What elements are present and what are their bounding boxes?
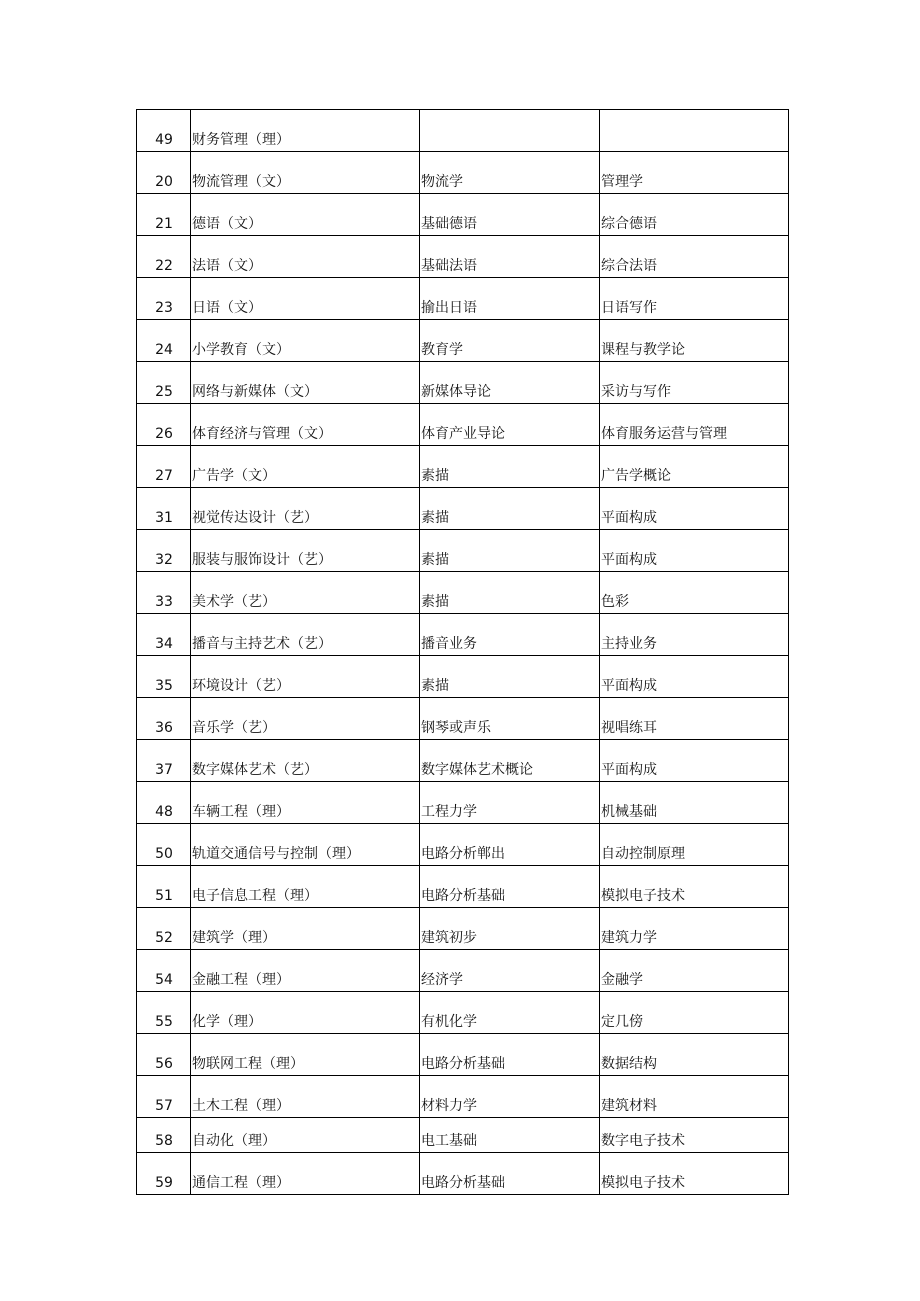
major-name: 化学（理） — [191, 992, 420, 1034]
table-row — [137, 1118, 789, 1153]
table-row — [137, 656, 789, 698]
exam-subject-2: 课程与教学论 — [600, 320, 789, 362]
table-row — [137, 320, 789, 362]
exam-subject-2: 广告学概论 — [600, 446, 789, 488]
major-name: 体育经济与管理（文） — [191, 404, 420, 446]
exam-subject-2: 主持业务 — [600, 614, 789, 656]
exam-subject-2: 平面构成 — [600, 740, 789, 782]
exam-subject-1: 物流学 — [420, 152, 600, 194]
row-number: 20 — [137, 152, 191, 194]
exam-subject-2: 数据结构 — [600, 1034, 789, 1076]
row-number: 52 — [137, 908, 191, 950]
major-name: 服装与服饰设计（艺） — [191, 530, 420, 572]
row-number: 23 — [137, 278, 191, 320]
exam-subject-2: 模拟电子技术 — [600, 1153, 789, 1195]
table-row — [137, 950, 789, 992]
exam-subject-2: 平面构成 — [600, 530, 789, 572]
row-number: 54 — [137, 950, 191, 992]
row-number: 56 — [137, 1034, 191, 1076]
table-row — [137, 488, 789, 530]
table-row — [137, 992, 789, 1034]
exam-subject-1: 体育产业导论 — [420, 404, 600, 446]
table-row — [137, 614, 789, 656]
table-row — [137, 194, 789, 236]
table-row — [137, 1153, 789, 1195]
major-name: 车辆工程（理） — [191, 782, 420, 824]
exam-subject-1: 数字媒体艺术概论 — [420, 740, 600, 782]
exam-subject-1 — [420, 110, 600, 152]
table-row — [137, 824, 789, 866]
exam-subject-2: 日语写作 — [600, 278, 789, 320]
row-number: 31 — [137, 488, 191, 530]
row-number: 59 — [137, 1153, 191, 1195]
exam-subject-1: 揄出日语 — [420, 278, 600, 320]
table-row — [137, 530, 789, 572]
exam-subject-1: 电路分析郸出 — [420, 824, 600, 866]
exam-subject-1: 经济学 — [420, 950, 600, 992]
table-row — [137, 110, 789, 152]
major-name: 通信工程（理） — [191, 1153, 420, 1195]
table-row — [137, 152, 789, 194]
exam-subject-2: 模拟电子技术 — [600, 866, 789, 908]
exam-subject-2: 平面构成 — [600, 656, 789, 698]
major-name: 日语（文） — [191, 278, 420, 320]
exam-subject-2: 自动控制原理 — [600, 824, 789, 866]
exam-subject-1: 素描 — [420, 656, 600, 698]
row-number: 22 — [137, 236, 191, 278]
major-name: 播音与主持艺术（艺） — [191, 614, 420, 656]
exam-subject-2: 建筑材料 — [600, 1076, 789, 1118]
exam-subject-2: 机械基础 — [600, 782, 789, 824]
major-name: 视觉传达设计（艺） — [191, 488, 420, 530]
major-name: 数字媒体艺术（艺） — [191, 740, 420, 782]
major-name: 电子信息工程（理） — [191, 866, 420, 908]
exam-subject-1: 素描 — [420, 530, 600, 572]
exam-subject-1: 素描 — [420, 488, 600, 530]
row-number: 25 — [137, 362, 191, 404]
row-number: 33 — [137, 572, 191, 614]
exam-subject-1: 建筑初步 — [420, 908, 600, 950]
exam-subject-2: 数字电子技术 — [600, 1118, 789, 1153]
exam-subject-1: 素描 — [420, 446, 600, 488]
exam-subject-1: 教育学 — [420, 320, 600, 362]
major-name: 物流管理（文） — [191, 152, 420, 194]
row-number: 37 — [137, 740, 191, 782]
row-number: 24 — [137, 320, 191, 362]
row-number: 21 — [137, 194, 191, 236]
table-row — [137, 866, 789, 908]
exam-subject-1: 素描 — [420, 572, 600, 614]
table-row — [137, 362, 789, 404]
table-row — [137, 446, 789, 488]
row-number: 51 — [137, 866, 191, 908]
major-name: 网络与新媒体（文） — [191, 362, 420, 404]
exam-subject-1: 新媒体导论 — [420, 362, 600, 404]
table-row — [137, 404, 789, 446]
row-number: 48 — [137, 782, 191, 824]
exam-subject-2: 采访与写作 — [600, 362, 789, 404]
row-number: 55 — [137, 992, 191, 1034]
row-number: 58 — [137, 1118, 191, 1153]
table-row — [137, 1034, 789, 1076]
exam-subject-2: 视唱练耳 — [600, 698, 789, 740]
table-row — [137, 782, 789, 824]
row-number: 34 — [137, 614, 191, 656]
exam-subject-1: 电路分析基础 — [420, 866, 600, 908]
exam-subject-1: 播音业务 — [420, 614, 600, 656]
row-number: 27 — [137, 446, 191, 488]
major-name: 物联网工程（理） — [191, 1034, 420, 1076]
exam-subject-1: 钢琴或声乐 — [420, 698, 600, 740]
exam-subject-1: 电工基础 — [420, 1118, 600, 1153]
row-number: 50 — [137, 824, 191, 866]
table-body — [137, 110, 789, 1195]
major-name: 美术学（艺） — [191, 572, 420, 614]
major-name: 土木工程（理） — [191, 1076, 420, 1118]
exam-subject-2: 平面构成 — [600, 488, 789, 530]
major-name: 小学教育（文） — [191, 320, 420, 362]
table-row — [137, 278, 789, 320]
exam-subject-2: 色彩 — [600, 572, 789, 614]
major-name: 广告学（文） — [191, 446, 420, 488]
exam-subject-2: 综合德语 — [600, 194, 789, 236]
table-row — [137, 1076, 789, 1118]
exam-subject-1: 基础德语 — [420, 194, 600, 236]
row-number: 32 — [137, 530, 191, 572]
row-number: 36 — [137, 698, 191, 740]
exam-subject-1: 基础法语 — [420, 236, 600, 278]
table-row — [137, 236, 789, 278]
major-name: 轨道交通信号与控制（理） — [191, 824, 420, 866]
exam-subject-2: 定几傍 — [600, 992, 789, 1034]
exam-subject-2: 管理学 — [600, 152, 789, 194]
exam-subject-2 — [600, 110, 789, 152]
table-row — [137, 740, 789, 782]
row-number: 49 — [137, 110, 191, 152]
row-number: 57 — [137, 1076, 191, 1118]
exam-subject-1: 工程力学 — [420, 782, 600, 824]
row-number: 26 — [137, 404, 191, 446]
table-row — [137, 572, 789, 614]
major-name: 财务管理（理） — [191, 110, 420, 152]
table-row — [137, 908, 789, 950]
major-name: 环境设计（艺） — [191, 656, 420, 698]
major-name: 德语（文） — [191, 194, 420, 236]
exam-subject-2: 体育服务运营与管理 — [600, 404, 789, 446]
major-name: 法语（文） — [191, 236, 420, 278]
table-row — [137, 698, 789, 740]
exam-subject-2: 金融学 — [600, 950, 789, 992]
major-name: 建筑学（理） — [191, 908, 420, 950]
major-name: 金融工程（理） — [191, 950, 420, 992]
exam-subject-1: 电路分析基础 — [420, 1034, 600, 1076]
exam-subject-2: 综合法语 — [600, 236, 789, 278]
exam-subject-2: 建筑力学 — [600, 908, 789, 950]
major-name: 音乐学（艺） — [191, 698, 420, 740]
exam-subject-1: 有机化学 — [420, 992, 600, 1034]
major-subject-table — [136, 109, 789, 1195]
row-number: 35 — [137, 656, 191, 698]
major-name: 自动化（理） — [191, 1118, 420, 1153]
exam-subject-1: 材料力学 — [420, 1076, 600, 1118]
exam-subject-1: 电路分析基础 — [420, 1153, 600, 1195]
